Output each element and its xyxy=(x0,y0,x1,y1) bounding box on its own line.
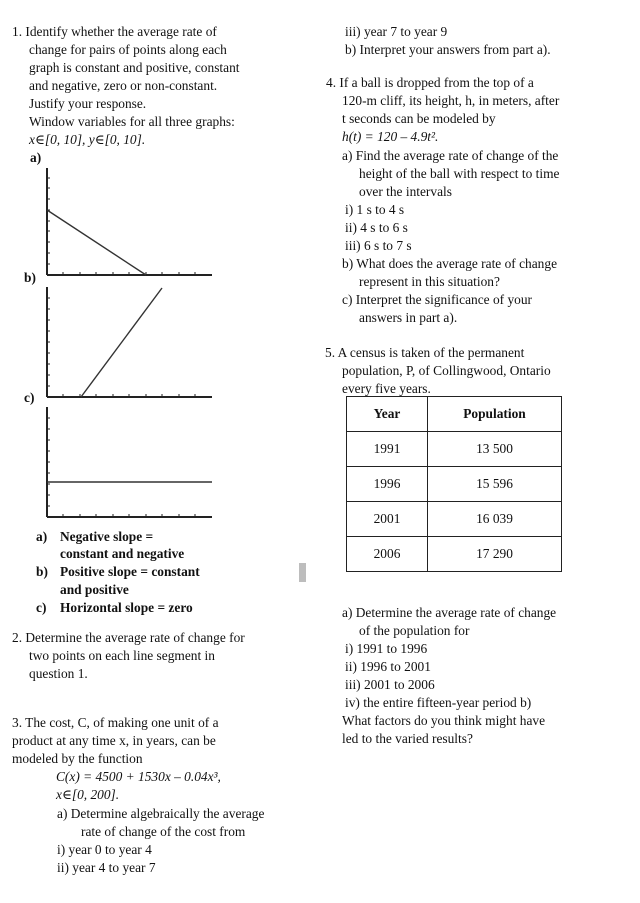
q3-part-b: b) Interpret your answers from part a). xyxy=(345,42,551,57)
answer-a-text-2: constant and negative xyxy=(60,546,185,561)
graph-b-line xyxy=(81,288,162,397)
q5-line-1: 5. A census is taken of the permanent xyxy=(325,345,525,360)
q5-item-ii: ii) 1996 to 2001 xyxy=(345,659,431,674)
q3-line-1: 3. The cost, C, of making one unit of a xyxy=(12,715,219,730)
table-row xyxy=(347,537,562,572)
q5-part-b-1: What factors do you think might have xyxy=(342,713,546,728)
table-cell-population: 15 596 xyxy=(428,467,562,502)
q1-line-4: and negative, zero or non-constant. xyxy=(29,78,218,93)
table-cell-population: 16 039 xyxy=(428,502,562,537)
table-header-year: Year xyxy=(347,397,428,432)
table-header-row xyxy=(347,397,562,432)
q4-part-c-2: answers in part a). xyxy=(359,310,458,325)
table-row xyxy=(347,467,562,502)
q4-part-a-3: over the intervals xyxy=(359,184,452,199)
answer-b-text: Positive slope = constant xyxy=(60,564,200,579)
table-row xyxy=(347,502,562,537)
q3-formula: C(x) = 4500 + 1530x – 0.04x³, xyxy=(56,769,221,784)
q4-part-a-1: a) Find the average rate of change of the xyxy=(342,148,559,163)
q2-line-3: question 1. xyxy=(29,666,88,681)
graph-label-a: a) xyxy=(30,150,42,165)
q5-item-iv: iv) the entire fifteen-year period b) xyxy=(345,695,532,710)
q4-part-b-2: represent in this situation? xyxy=(359,274,500,289)
q5-item-iii: iii) 2001 to 2006 xyxy=(345,677,435,692)
q1-line-1: 1. Identify whether the average rate of xyxy=(12,24,217,39)
graph-label-c: c) xyxy=(24,390,35,405)
q1-line-2: change for pairs of points along each xyxy=(29,42,227,57)
q5-part-a-1: a) Determine the average rate of change xyxy=(342,605,557,620)
q2-line-1: 2. Determine the average rate of change for xyxy=(12,630,245,645)
table-cell-population: 17 290 xyxy=(428,537,562,572)
q3-item-i: i) year 0 to year 4 xyxy=(57,842,152,857)
answer-a-label: a) xyxy=(36,529,48,544)
q4-item-ii: ii) 4 s to 6 s xyxy=(345,220,408,235)
graph-b xyxy=(40,284,216,402)
q5-part-b-2: led to the varied results? xyxy=(342,731,473,746)
table-row xyxy=(347,432,562,467)
table-cell-year: 1991 xyxy=(347,432,428,467)
q3-domain: x∈[0, 200]. xyxy=(56,787,120,802)
q5-line-3: every five years. xyxy=(342,381,431,396)
q5-item-i: i) 1991 to 1996 xyxy=(345,641,428,656)
q5-line-2: population, P, of Collingwood, Ontario xyxy=(342,363,551,378)
table-cell-year: 1996 xyxy=(347,467,428,502)
graph-a xyxy=(40,166,216,280)
graph-a-ticks xyxy=(47,178,195,275)
q1-line-7: x∈[0, 10], y∈[0, 10]. xyxy=(29,132,146,147)
q3-line-3: modeled by the function xyxy=(12,751,143,766)
q2-line-2: two points on each line segment in xyxy=(29,648,215,663)
table-cell-year: 2006 xyxy=(347,537,428,572)
answer-b-label: b) xyxy=(36,564,48,579)
table-header-population: Population xyxy=(428,397,562,432)
q4-line-3: t seconds can be modeled by xyxy=(342,111,496,126)
q4-part-a-2: height of the ball with respect to time xyxy=(359,166,560,181)
q3-item-iii: iii) year 7 to year 9 xyxy=(345,24,448,39)
q4-item-i: i) 1 s to 4 s xyxy=(345,202,405,217)
answer-c-label: c) xyxy=(36,600,47,615)
q3-item-ii: ii) year 4 to year 7 xyxy=(57,860,156,875)
graph-c-ticks xyxy=(47,418,195,517)
q4-item-iii: iii) 6 s to 7 s xyxy=(345,238,412,253)
graph-label-b: b) xyxy=(24,270,36,285)
q4-part-b-1: b) What does the average rate of change xyxy=(342,256,558,271)
q3-part-a-2: rate of change of the cost from xyxy=(81,824,246,839)
answer-c-text: Horizontal slope = zero xyxy=(60,600,193,615)
q5-part-a-2: of the population for xyxy=(359,623,470,638)
q3-part-a-1: a) Determine algebraically the average xyxy=(57,806,265,821)
q4-formula: h(t) = 120 – 4.9t². xyxy=(342,129,439,144)
scroll-marker xyxy=(299,563,306,582)
graph-b-ticks xyxy=(47,298,195,397)
q1-line-6: Window variables for all three graphs: xyxy=(29,114,235,129)
q4-line-2: 120-m cliff, its height, h, in meters, after xyxy=(342,93,560,108)
q1-line-5: Justify your response. xyxy=(29,96,147,111)
table-cell-population: 13 500 xyxy=(428,432,562,467)
q4-part-c-1: c) Interpret the significance of your xyxy=(342,292,532,307)
graph-c xyxy=(40,404,216,522)
answer-b-text-2: and positive xyxy=(60,582,129,597)
table-cell-year: 2001 xyxy=(347,502,428,537)
q3-line-2: product at any time x, in years, can be xyxy=(12,733,216,748)
answer-a-text: Negative slope = xyxy=(60,529,154,544)
population-table xyxy=(346,396,562,572)
q1-line-3: graph is constant and positive, constant xyxy=(29,60,240,75)
q4-line-1: 4. If a ball is dropped from the top of a xyxy=(326,75,534,90)
graph-a-line xyxy=(47,210,146,275)
